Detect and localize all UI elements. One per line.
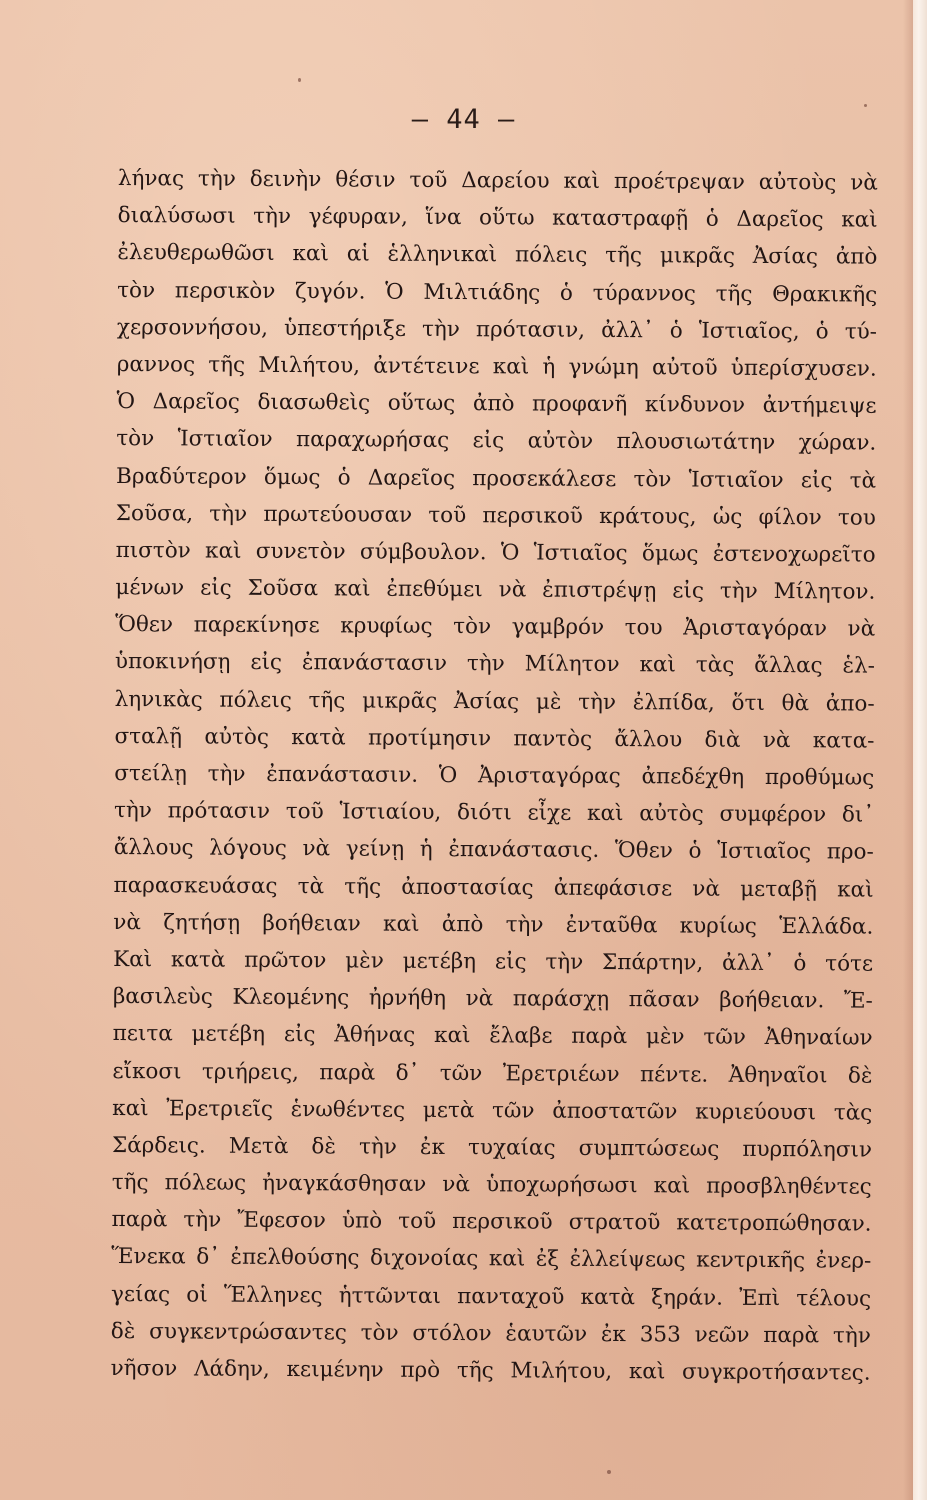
text-line: χερσοννήσου, ὑπεστήριξε τὴν πρότασιν, ἀλλ᾽ ὁ Ἱστιαῖος, ὁ τύ-	[116, 314, 878, 345]
text-line: παρὰ τὴν Ἔφεσον ὑπὸ τοῦ περσικοῦ στρατοῦ κατετροπώθησαν.	[111, 1207, 872, 1237]
text-line: διαλύσωσι τὴν γέφυραν, ἵνα οὕτω καταστραφῇ ὁ Δαρεῖος καὶ	[117, 203, 878, 233]
text-line: Βραδύτερον ὅμως ὁ Δαρεῖος προσεκάλεσε τὸν Ἱστιαῖον εἰς τὰ	[115, 463, 877, 494]
text-line: εἴκοσι τριήρεις, παρὰ δ᾽ τῶν Ἐρετριέων πέντε. Ἀθηναῖοι δὲ	[112, 1058, 873, 1089]
page-number: — 44 —	[411, 104, 516, 135]
text-line: πειτα μετέβη εἰς Ἀθήνας καὶ ἔλαβε παρὰ μὲν τῶν Ἀθηναίων	[112, 1021, 873, 1051]
text-line: βασιλεὺς Κλεομένης ἠρνήθη νὰ παράσχῃ πᾶσαν βοήθειαν. Ἔ-	[112, 984, 873, 1014]
text-line: πιστὸν καὶ συνετὸν σύμβουλον. Ὁ Ἱστιαῖος ὅμως ἐστενοχωρεῖτο	[115, 537, 876, 568]
text-line: μένων εἰς Σοῦσα καὶ ἐπεθύμει νὰ ἐπιστρέψῃ εἰς τὴν Μίλητον.	[115, 575, 876, 605]
text-line: τῆς πόλεως ἠναγκάσθησαν νὰ ὑποχωρήσωσι καὶ προσβληθέντες	[111, 1170, 872, 1200]
text-line: γείας οἱ Ἕλληνες ἡττῶνται πανταχοῦ κατὰ ξηράν. Ἐπὶ τέλους	[110, 1281, 872, 1312]
text-line: Καὶ κατὰ πρῶτον μὲν μετέβη εἰς τὴν Σπάρτην, ἀλλ᾽ ὁ τότε	[113, 946, 874, 977]
text-line: τὸν περσικὸν ζυγόν. Ὁ Μιλτιάδης ὁ τύραννος τῆς Θρακικῆς	[117, 277, 878, 308]
text-line: ραννος τῆς Μιλήτου, ἀντέτεινε καὶ ἡ γνώμη αὐτοῦ ὑπερίσχυσεν.	[116, 351, 877, 382]
text-line: Σάρδεις. Μετὰ δὲ τὴν ἐκ τυχαίας συμπτώσεως πυρπόλησιν	[111, 1132, 873, 1163]
text-line: λήνας τὴν δεινὴν θέσιν τοῦ Δαρείου καὶ προέτρεψαν αὐτοὺς νὰ	[117, 165, 878, 196]
text-line: νῆσον Λάδην, κειμένην πρὸ τῆς Μιλήτου, καὶ συγκροτήσαντες.	[110, 1355, 871, 1386]
text-line: παρασκευάσας τὰ τῆς ἀποστασίας ἀπεφάσισε νὰ μεταβῇ καὶ	[113, 872, 874, 903]
text-line: ὑποκινήσῃ εἰς ἐπανάστασιν τὴν Μίλητον καὶ τὰς ἄλλας ἑλ-	[114, 649, 875, 680]
page-edge-shadow	[903, 0, 913, 1500]
text-line: στείλῃ τὴν ἐπανάστασιν. Ὁ Ἀρισταγόρας ἀπεδέχθη προθύμως	[114, 760, 875, 791]
text-line: ἄλλους λόγους νὰ γείνῃ ἡ ἐπανάστασις. Ὅθεν ὁ Ἱστιαῖος προ-	[113, 835, 874, 866]
text-line: νὰ ζητήσῃ βοήθειαν καὶ ἀπὸ τὴν ἐνταῦθα κυρίως Ἑλλάδα.	[113, 909, 874, 940]
body-text	[111, 160, 878, 1392]
text-line: δὲ συγκεντρώσαντες τὸν στόλον ἑαυτῶν ἐκ 353 νεῶν παρὰ τὴν	[110, 1318, 871, 1349]
text-line: Ἕνεκα δ᾽ ἐπελθούσης διχονοίας καὶ ἐξ ἐλλείψεως κεντρικῆς ἐνερ-	[111, 1244, 872, 1275]
text-line: Σοῦσα, τὴν πρωτεύουσαν τοῦ περσικοῦ κράτους, ὡς φίλον του	[115, 500, 876, 531]
text-line: ἐλευθερωθῶσι καὶ αἱ ἑλληνικαὶ πόλεις τῆς μικρᾶς Ἀσίας ἀπὸ	[117, 240, 878, 271]
text-line: καὶ Ἐρετριεῖς ἑνωθέντες μετὰ τῶν ἀποστατῶν κυριεύουσι τὰς	[112, 1095, 873, 1126]
paper-speck	[298, 78, 301, 82]
paper-speck	[864, 104, 867, 107]
text-line: τὴν πρότασιν τοῦ Ἱστιαίου, διότι εἶχε καὶ αὐτὸς συμφέρον δι᾽	[113, 798, 875, 828]
text-line: σταλῇ αὐτὸς κατὰ προτίμησιν παντὸς ἄλλου διὰ νὰ κατα-	[114, 723, 875, 754]
text-line: τὸν Ἱστιαῖον παραχωρήσας εἰς αὐτὸν πλουσιωτάτην χώραν.	[116, 426, 877, 456]
paper-speck	[607, 1470, 611, 1474]
text-line: Ὁ Δαρεῖος διασωθεὶς οὕτως ἀπὸ προφανῆ κίνδυνον ἀντήμειψε	[116, 389, 877, 419]
text-line: ληνικὰς πόλεις τῆς μικρᾶς Ἀσίας μὲ τὴν ἐλπίδα, ὅτι θὰ ἀπο-	[114, 686, 875, 717]
text-line: Ὅθεν παρεκίνησε κρυφίως τὸν γαμβρόν του Ἀρισταγόραν νὰ	[115, 612, 876, 642]
page-edge	[913, 0, 927, 1500]
